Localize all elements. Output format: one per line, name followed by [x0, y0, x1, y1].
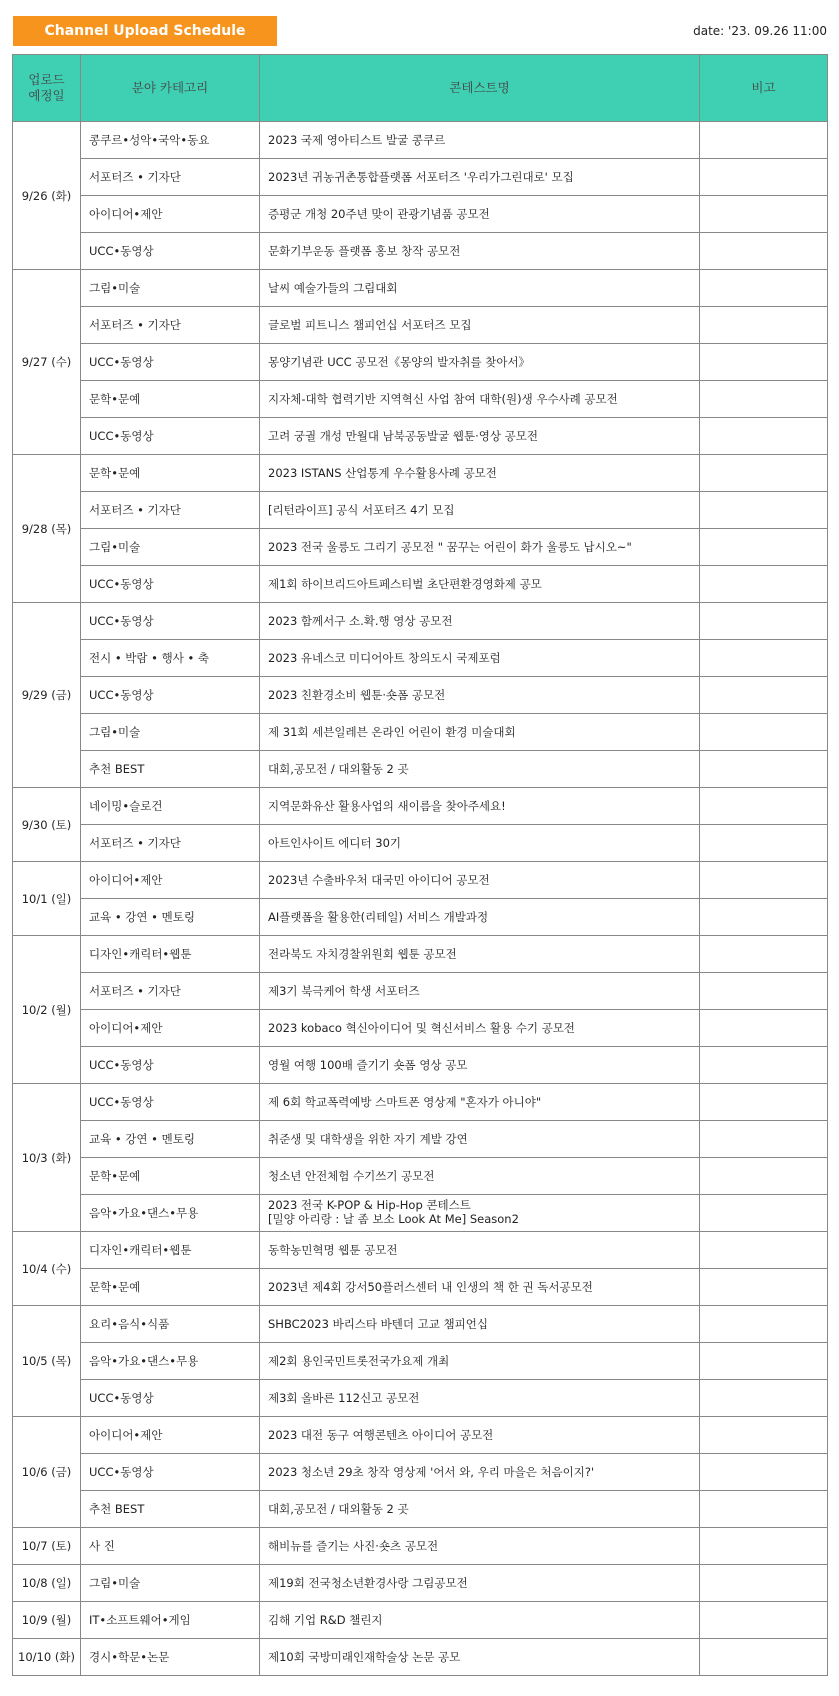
note-cell	[700, 640, 828, 677]
contest-name-cell: 문화기부운동 플랫폼 홍보 창작 공모전	[260, 233, 700, 270]
category-cell: UCC•동영상	[81, 677, 260, 714]
contest-name-line: [밀양 아리랑 : 날 좀 보소 Look At Me] Season2	[268, 1212, 519, 1226]
table-row	[13, 529, 828, 566]
contest-name-cell: 제3기 북극케어 학생 서포터즈	[260, 973, 700, 1010]
category-cell: IT•소프트웨어•게임	[81, 1602, 260, 1639]
category-cell: 문학•문예	[81, 1158, 260, 1195]
contest-name-cell: AI플랫폼을 활용한(리테일) 서비스 개발과정	[260, 899, 700, 936]
note-cell	[700, 1565, 828, 1602]
column-header-date: 업로드 예정일	[13, 55, 81, 122]
schedule-body	[13, 122, 828, 1676]
note-cell	[700, 418, 828, 455]
upload-date-cell: 10/3 (화)	[13, 1084, 81, 1232]
table-row	[13, 381, 828, 418]
contest-name-cell: 2023 ISTANS 산업통계 우수활용사례 공모전	[260, 455, 700, 492]
table-row	[13, 1454, 828, 1491]
note-cell	[700, 233, 828, 270]
category-cell: 음악•가요•댄스•무용	[81, 1343, 260, 1380]
contest-name-cell: 2023 청소년 29초 창작 영상제 '어서 와, 우리 마을은 처음이지?'	[260, 1454, 700, 1491]
category-cell: 콩쿠르•성악•국악•동요	[81, 122, 260, 159]
schedule-title: Channel Upload Schedule	[13, 16, 277, 46]
note-cell	[700, 1639, 828, 1676]
table-row	[13, 196, 828, 233]
note-cell	[700, 159, 828, 196]
table-row	[13, 1380, 828, 1417]
category-cell: 서포터즈 • 기자단	[81, 492, 260, 529]
note-cell	[700, 455, 828, 492]
contest-name-cell: 2023 대전 동구 여행콘텐츠 아이디어 공모전	[260, 1417, 700, 1454]
category-cell: 문학•문예	[81, 1269, 260, 1306]
table-row	[13, 233, 828, 270]
contest-name-cell: 2023 유네스코 미디어아트 창의도시 국제포럼	[260, 640, 700, 677]
note-cell	[700, 1528, 828, 1565]
category-cell: 사 진	[81, 1528, 260, 1565]
table-row	[13, 1121, 828, 1158]
table-row	[13, 1639, 828, 1676]
category-cell: 서포터즈 • 기자단	[81, 159, 260, 196]
category-cell: UCC•동영상	[81, 1380, 260, 1417]
category-cell: 음악•가요•댄스•무용	[81, 1195, 260, 1232]
table-row	[13, 418, 828, 455]
note-cell	[700, 936, 828, 973]
category-cell: 문학•문예	[81, 455, 260, 492]
contest-name-cell: 2023년 귀농귀촌통합플랫폼 서포터즈 '우리가그린대로' 모집	[260, 159, 700, 196]
table-row	[13, 825, 828, 862]
table-row	[13, 1417, 828, 1454]
contest-name-cell: 2023 친환경소비 웹툰·숏폼 공모전	[260, 677, 700, 714]
note-cell	[700, 973, 828, 1010]
contest-name-cell: 2023년 제4회 강서50플러스센터 내 인생의 책 한 권 독서공모전	[260, 1269, 700, 1306]
contest-name-cell: 청소년 안전체험 수기쓰기 공모전	[260, 1158, 700, 1195]
contest-name-cell: 제 31회 세븐일레븐 온라인 어린이 환경 미술대회	[260, 714, 700, 751]
note-cell	[700, 1010, 828, 1047]
column-header-category: 분야 카테고리	[81, 55, 260, 122]
upload-date-cell: 10/2 (월)	[13, 936, 81, 1084]
table-row	[13, 788, 828, 825]
category-cell: 전시 • 박람 • 행사 • 축	[81, 640, 260, 677]
table-row	[13, 1602, 828, 1639]
upload-date-cell: 9/26 (화)	[13, 122, 81, 270]
table-row	[13, 936, 828, 973]
contest-name-cell: 2023 kobaco 혁신아이디어 및 혁신서비스 활용 수기 공모전	[260, 1010, 700, 1047]
category-cell: 아이디어•제안	[81, 196, 260, 233]
table-row	[13, 1195, 828, 1232]
category-cell: 교육 • 강연 • 멘토링	[81, 1121, 260, 1158]
category-cell: 그림•미술	[81, 714, 260, 751]
table-row	[13, 677, 828, 714]
table-row	[13, 603, 828, 640]
note-cell	[700, 1047, 828, 1084]
category-cell: 아이디어•제안	[81, 1010, 260, 1047]
upload-date-cell: 10/4 (수)	[13, 1232, 81, 1306]
note-cell	[700, 1491, 828, 1528]
table-row	[13, 1528, 828, 1565]
table-row	[13, 751, 828, 788]
schedule-table	[12, 54, 828, 1676]
category-cell: 서포터즈 • 기자단	[81, 973, 260, 1010]
category-cell: UCC•동영상	[81, 1047, 260, 1084]
note-cell	[700, 566, 828, 603]
category-cell: UCC•동영상	[81, 603, 260, 640]
category-cell: 디자인•캐릭터•웹툰	[81, 1232, 260, 1269]
table-row	[13, 862, 828, 899]
column-header-note: 비고	[700, 55, 828, 122]
upload-date-cell: 9/28 (목)	[13, 455, 81, 603]
note-cell	[700, 825, 828, 862]
contest-name-cell: 전라북도 자치경찰위원회 웹툰 공모전	[260, 936, 700, 973]
note-cell	[700, 1417, 828, 1454]
upload-date-cell: 10/8 (일)	[13, 1565, 81, 1602]
contest-name-cell: 제1회 하이브리드아트페스티벌 초단편환경영화제 공모	[260, 566, 700, 603]
category-cell: 요리•음식•식품	[81, 1306, 260, 1343]
schedule-date: date: '23. 09.26 11:00	[693, 24, 827, 38]
contest-name-cell: 지역문화유산 활용사업의 새이름을 찾아주세요!	[260, 788, 700, 825]
note-cell	[700, 751, 828, 788]
note-cell	[700, 1195, 828, 1232]
table-row	[13, 344, 828, 381]
contest-name-cell: 아트인사이트 에디터 30기	[260, 825, 700, 862]
contest-name-cell: 김해 기업 R&D 챌린지	[260, 1602, 700, 1639]
contest-name-cell	[260, 1195, 700, 1232]
note-cell	[700, 270, 828, 307]
category-cell: 아이디어•제안	[81, 862, 260, 899]
note-cell	[700, 677, 828, 714]
upload-date-cell: 9/29 (금)	[13, 603, 81, 788]
upload-date-cell: 10/6 (금)	[13, 1417, 81, 1528]
contest-name-cell: 대회,공모전 / 대외활동 2 곳	[260, 1491, 700, 1528]
contest-name-cell: 취준생 및 대학생을 위한 자기 계발 강연	[260, 1121, 700, 1158]
category-cell: 추천 BEST	[81, 1491, 260, 1528]
note-cell	[700, 862, 828, 899]
note-cell	[700, 1306, 828, 1343]
category-cell: UCC•동영상	[81, 233, 260, 270]
contest-name-cell: 글로벌 피트니스 챔피언십 서포터즈 모집	[260, 307, 700, 344]
note-cell	[700, 1343, 828, 1380]
contest-name-cell: 동학농민혁명 웹툰 공모전	[260, 1232, 700, 1269]
contest-name-cell: 영월 여행 100배 즐기기 숏폼 영상 공모	[260, 1047, 700, 1084]
contest-name-cell: 2023 함께서구 소.확.행 영상 공모전	[260, 603, 700, 640]
category-cell: 서포터즈 • 기자단	[81, 307, 260, 344]
table-row	[13, 455, 828, 492]
upload-date-cell: 10/1 (일)	[13, 862, 81, 936]
table-row	[13, 307, 828, 344]
table-row	[13, 1158, 828, 1195]
note-cell	[700, 1084, 828, 1121]
upload-date-cell: 9/30 (토)	[13, 788, 81, 862]
note-cell	[700, 1454, 828, 1491]
category-cell: UCC•동영상	[81, 418, 260, 455]
contest-name-cell: 몽양기념관 UCC 공모전《몽양의 발자취를 찾아서》	[260, 344, 700, 381]
category-cell: UCC•동영상	[81, 1454, 260, 1491]
note-cell	[700, 307, 828, 344]
note-cell	[700, 196, 828, 233]
note-cell	[700, 1380, 828, 1417]
note-cell	[700, 899, 828, 936]
header-row	[13, 55, 828, 122]
contest-name-cell: 고려 궁궐 개성 만월대 남북공동발굴 웹툰·영상 공모전	[260, 418, 700, 455]
contest-name-line: 2023 전국 K-POP & Hip-Hop 콘테스트	[268, 1198, 471, 1213]
contest-name-cell: 2023 전국 울릉도 그리기 공모전 " 꿈꾸는 어린이 화가 울릉도 납시오~"	[260, 529, 700, 566]
category-cell: UCC•동영상	[81, 1084, 260, 1121]
note-cell	[700, 1158, 828, 1195]
contest-name-cell: 2023년 수출바우처 대국민 아이디어 공모전	[260, 862, 700, 899]
contest-name-cell: 증평군 개청 20주년 맞이 관광기념품 공모전	[260, 196, 700, 233]
contest-name-cell: 제3회 올바른 112신고 공모전	[260, 1380, 700, 1417]
category-cell: UCC•동영상	[81, 566, 260, 603]
table-row	[13, 1306, 828, 1343]
category-cell: 그림•미술	[81, 529, 260, 566]
note-cell	[700, 529, 828, 566]
contest-name-cell: 제2회 용인국민트롯전국가요제 개최	[260, 1343, 700, 1380]
note-cell	[700, 788, 828, 825]
upload-date-cell: 10/10 (화)	[13, 1639, 81, 1676]
table-row	[13, 1343, 828, 1380]
upload-date-cell: 9/27 (수)	[13, 270, 81, 455]
table-row	[13, 1084, 828, 1121]
table-row	[13, 1047, 828, 1084]
note-cell	[700, 1602, 828, 1639]
category-cell: 디자인•캐릭터•웹툰	[81, 936, 260, 973]
category-cell: 추천 BEST	[81, 751, 260, 788]
contest-name-cell: 제19회 전국청소년환경사랑 그림공모전	[260, 1565, 700, 1602]
contest-name-cell: 지자체-대학 협력기반 지역혁신 사업 참여 대학(원)생 우수사례 공모전	[260, 381, 700, 418]
category-cell: 교육 • 강연 • 멘토링	[81, 899, 260, 936]
note-cell	[700, 1232, 828, 1269]
table-row	[13, 1232, 828, 1269]
note-cell	[700, 714, 828, 751]
upload-date-cell: 10/9 (월)	[13, 1602, 81, 1639]
table-row	[13, 1491, 828, 1528]
upload-date-cell: 10/5 (목)	[13, 1306, 81, 1417]
table-row	[13, 1565, 828, 1602]
note-cell	[700, 1269, 828, 1306]
contest-name-cell: [리턴라이프] 공식 서포터즈 4기 모집	[260, 492, 700, 529]
category-cell: 경시•학문•논문	[81, 1639, 260, 1676]
contest-name-cell: 2023 국제 영아티스트 발굴 콩쿠르	[260, 122, 700, 159]
table-row	[13, 1269, 828, 1306]
category-cell: 서포터즈 • 기자단	[81, 825, 260, 862]
contest-name-cell: 대회,공모전 / 대외활동 2 곳	[260, 751, 700, 788]
column-header-contest: 콘테스트명	[260, 55, 700, 122]
contest-name-cell: 제10회 국방미래인재학술상 논문 공모	[260, 1639, 700, 1676]
note-cell	[700, 381, 828, 418]
category-cell: 아이디어•제안	[81, 1417, 260, 1454]
note-cell	[700, 344, 828, 381]
contest-name-cell: SHBC2023 바리스타 바텐더 고교 챔피언십	[260, 1306, 700, 1343]
table-row	[13, 270, 828, 307]
note-cell	[700, 1121, 828, 1158]
contest-name-cell: 제 6회 학교폭력예방 스마트폰 영상제 "혼자가 아니야"	[260, 1084, 700, 1121]
category-cell: 그림•미술	[81, 270, 260, 307]
contest-name-cell: 해비뉴를 즐기는 사진·숏츠 공모전	[260, 1528, 700, 1565]
table-row	[13, 640, 828, 677]
table-row	[13, 899, 828, 936]
table-row	[13, 492, 828, 529]
category-cell: 네이밍•슬로건	[81, 788, 260, 825]
note-cell	[700, 492, 828, 529]
category-cell: UCC•동영상	[81, 344, 260, 381]
category-cell: 문학•문예	[81, 381, 260, 418]
upload-date-cell: 10/7 (토)	[13, 1528, 81, 1565]
category-cell: 그림•미술	[81, 1565, 260, 1602]
table-row	[13, 973, 828, 1010]
table-row	[13, 566, 828, 603]
table-row	[13, 159, 828, 196]
note-cell	[700, 122, 828, 159]
contest-name-cell: 날씨 예술가들의 그림대회	[260, 270, 700, 307]
table-row	[13, 714, 828, 751]
note-cell	[700, 603, 828, 640]
table-row	[13, 1010, 828, 1047]
table-row	[13, 122, 828, 159]
